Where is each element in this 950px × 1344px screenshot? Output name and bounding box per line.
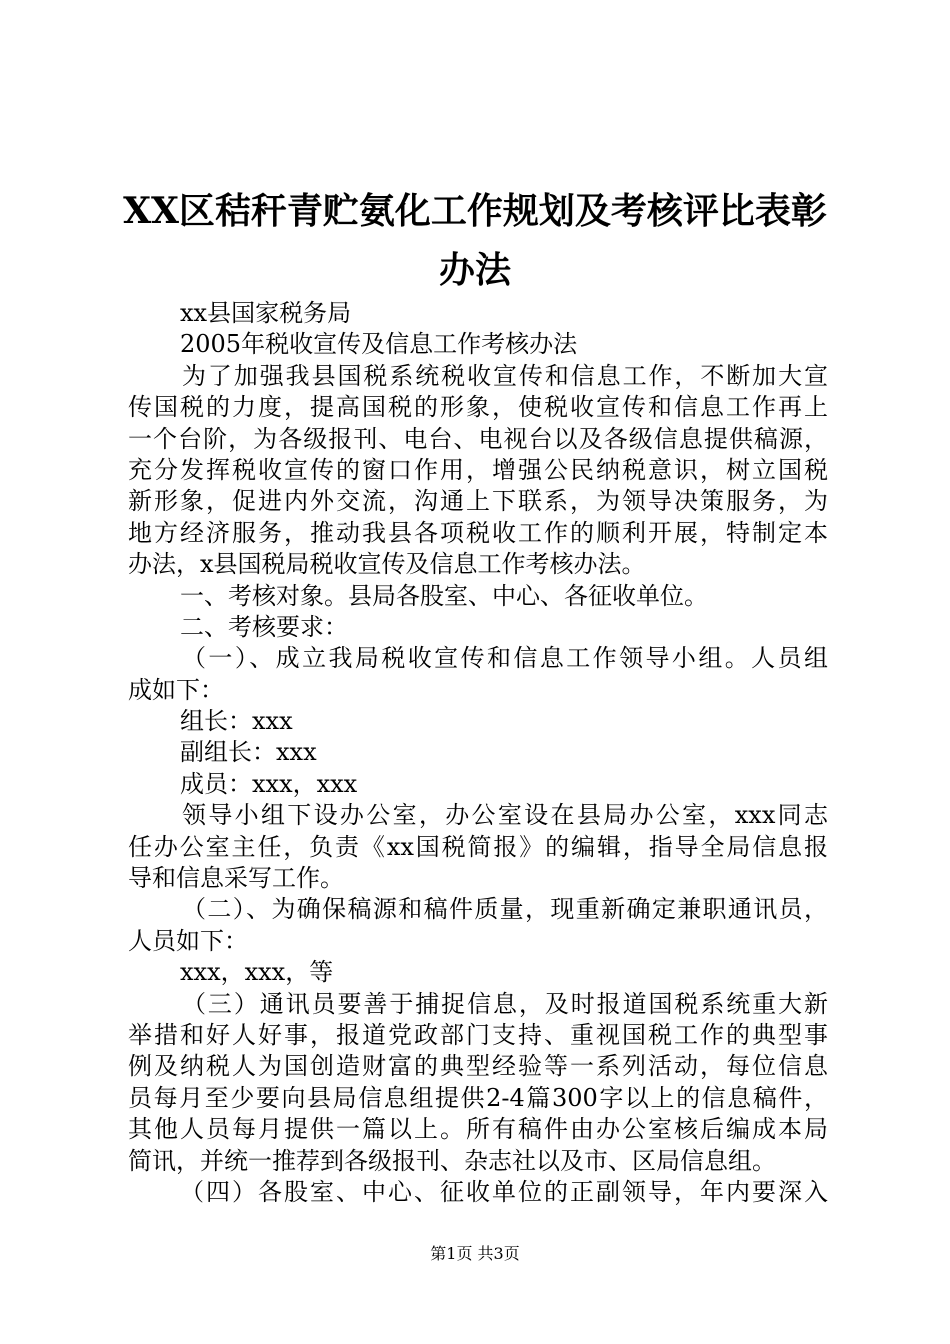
body-line: 二、考核要求： [180,612,348,641]
body-line: 简讯，并统一推荐到各级报刊、杂志社以及市、区局信息组。 [128,1146,776,1175]
body-line: 导和信息采写工作。 [128,864,344,893]
body-line: （一）、成立我局税收宣传和信息工作领导小组。人员组 [182,644,828,673]
body-line: 新形象，促进内外交流，沟通上下联系，为领导决策服务，为 [128,487,828,516]
body-line: （二）、为确保稿源和稿件质量，现重新确定兼职通讯员， [182,895,828,924]
body-line: （三）通讯员要善于捕捉信息，及时报道国税系统重大新 [182,989,828,1018]
document-title-line-2: 办法 [438,249,511,291]
body-line: 举措和好人好事，报道党政部门支持、重视国税工作的典型事 [128,1020,828,1049]
body-line: 为了加强我县国税系统税收宣传和信息工作，不断加大宣 [182,361,828,390]
body-line: xx县国家税务局 [180,299,352,327]
body-line: 充分发挥税收宣传的窗口作用，增强公民纳税意识，树立国税 [128,455,828,484]
body-line: 传国税的力度，提高国税的形象，使税收宣传和信息工作再上 [128,393,828,422]
body-line: 成员：xxx，xxx [180,769,358,798]
body-line: （四）各股室、中心、征收单位的正副领导，年内要深入 [180,1177,828,1206]
body-line: 成如下： [128,675,224,704]
body-line: 其他人员每月提供一篇以上。所有稿件由办公室核后编成本局 [128,1115,828,1144]
body-line: 副组长：xxx [180,738,317,767]
body-line: 任办公室主任，负责《xx国税简报》的编辑，指导全局信息报 [128,832,828,861]
body-line: 人员如下： [128,926,248,955]
body-line: 组长：xxx [180,707,293,736]
document-title-line-1: XX区秸秆青贮氨化工作规划及考核评比表彰 [123,190,827,232]
body-line: 地方经济服务，推动我县各项税收工作的顺利开展，特制定本 [128,518,828,547]
body-line: 一个台阶，为各级报刊、电台、电视台以及各级信息提供稿源， [128,424,828,453]
body-line: 2005年税收宣传及信息工作考核办法 [180,330,578,359]
body-line: 例及纳税人为国创造财富的典型经验等一系列活动，每位信息 [128,1052,828,1081]
body-line: 办法，x县国税局税收宣传及信息工作考核办法。 [128,550,646,579]
body-line: 一、考核对象。县局各股室、中心、各征收单位。 [180,581,708,610]
body-line: 员每月至少要向县局信息组提供2-4篇300字以上的信息稿件， [128,1083,828,1112]
page-footer: 第1页 共3页 [430,1244,520,1263]
body-line: xxx，xxx，等 [180,958,334,987]
document-body [128,298,828,1208]
body-line: 领导小组下设办公室，办公室设在县局办公室，xxx同志 [182,801,828,830]
